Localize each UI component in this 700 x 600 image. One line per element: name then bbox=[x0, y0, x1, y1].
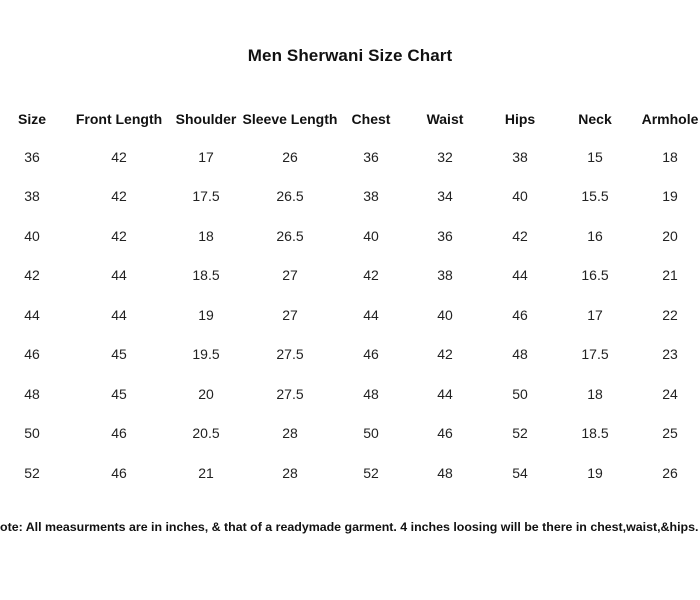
cell-neck: 16 bbox=[587, 227, 603, 244]
cell-chest: 46 bbox=[363, 346, 379, 363]
cell-hips: 42 bbox=[512, 227, 528, 244]
cell-front-length: 45 bbox=[111, 346, 127, 363]
table-row bbox=[0, 295, 700, 335]
table-row bbox=[0, 414, 700, 454]
size-table bbox=[0, 101, 700, 493]
cell-waist: 32 bbox=[437, 148, 453, 165]
column-header-neck: Neck bbox=[578, 111, 612, 127]
cell-waist: 42 bbox=[437, 346, 453, 363]
cell-front-length: 42 bbox=[111, 148, 127, 165]
cell-chest: 38 bbox=[363, 188, 379, 205]
cell-hips: 38 bbox=[512, 148, 528, 165]
cell-armhole: 22 bbox=[662, 306, 678, 323]
cell-hips: 52 bbox=[512, 425, 528, 442]
cell-neck: 17.5 bbox=[581, 346, 609, 363]
cell-waist: 46 bbox=[437, 425, 453, 442]
table-row bbox=[0, 137, 700, 177]
cell-hips: 48 bbox=[512, 346, 528, 363]
cell-size: 52 bbox=[24, 464, 40, 481]
cell-front-length: 42 bbox=[111, 227, 127, 244]
cell-front-length: 46 bbox=[111, 464, 127, 481]
cell-chest: 36 bbox=[363, 148, 379, 165]
cell-sleeve-length: 26.5 bbox=[276, 188, 304, 205]
cell-waist: 34 bbox=[437, 188, 453, 205]
cell-neck: 19 bbox=[587, 464, 603, 481]
cell-shoulder: 18.5 bbox=[192, 267, 220, 284]
cell-front-length: 44 bbox=[111, 306, 127, 323]
cell-neck: 18.5 bbox=[581, 425, 609, 442]
cell-sleeve-length: 26.5 bbox=[276, 227, 304, 244]
cell-armhole: 24 bbox=[662, 385, 678, 402]
cell-hips: 40 bbox=[512, 188, 528, 205]
cell-chest: 48 bbox=[363, 385, 379, 402]
cell-neck: 18 bbox=[587, 385, 603, 402]
cell-shoulder: 17 bbox=[198, 148, 214, 165]
column-header-chest: Chest bbox=[351, 111, 391, 127]
column-header-armhole: Armhole bbox=[641, 111, 699, 127]
cell-front-length: 45 bbox=[111, 385, 127, 402]
cell-size: 36 bbox=[24, 148, 40, 165]
column-header-size: Size bbox=[17, 111, 46, 127]
cell-armhole: 21 bbox=[662, 267, 678, 284]
cell-shoulder: 19 bbox=[198, 306, 214, 323]
cell-sleeve-length: 27.5 bbox=[276, 346, 304, 363]
cell-sleeve-length: 28 bbox=[282, 425, 298, 442]
cell-front-length: 46 bbox=[111, 425, 127, 442]
cell-chest: 52 bbox=[363, 464, 379, 481]
column-header-front-length: Front Length bbox=[75, 111, 163, 127]
cell-armhole: 19 bbox=[662, 188, 678, 205]
cell-sleeve-length: 27 bbox=[282, 267, 298, 284]
cell-size: 50 bbox=[24, 425, 40, 442]
cell-size: 40 bbox=[24, 227, 40, 244]
cell-shoulder: 21 bbox=[198, 464, 214, 481]
cell-shoulder: 20.5 bbox=[192, 425, 220, 442]
footnote: ote: All measurments are in inches, & that of a readymade garment. 4 inches loosing will be there in chest,waist,&hips. bbox=[0, 520, 699, 534]
column-header-hips: Hips bbox=[504, 111, 536, 127]
cell-front-length: 42 bbox=[111, 188, 127, 205]
cell-waist: 36 bbox=[437, 227, 453, 244]
cell-waist: 40 bbox=[437, 306, 453, 323]
table-row bbox=[0, 256, 700, 296]
cell-sleeve-length: 28 bbox=[282, 464, 298, 481]
cell-neck: 17 bbox=[587, 306, 603, 323]
cell-neck: 16.5 bbox=[581, 267, 609, 284]
table-row bbox=[0, 177, 700, 217]
cell-sleeve-length: 26 bbox=[282, 148, 298, 165]
cell-armhole: 18 bbox=[662, 148, 678, 165]
cell-chest: 40 bbox=[363, 227, 379, 244]
column-header-waist: Waist bbox=[426, 111, 464, 127]
cell-armhole: 25 bbox=[662, 425, 678, 442]
header-row bbox=[0, 101, 700, 137]
table-row bbox=[0, 453, 700, 493]
cell-size: 46 bbox=[24, 346, 40, 363]
cell-shoulder: 20 bbox=[198, 385, 214, 402]
cell-size: 48 bbox=[24, 385, 40, 402]
cell-waist: 44 bbox=[437, 385, 453, 402]
chart-title: Men Sherwani Size Chart bbox=[247, 46, 453, 65]
cell-shoulder: 19.5 bbox=[192, 346, 220, 363]
cell-neck: 15 bbox=[587, 148, 603, 165]
cell-sleeve-length: 27 bbox=[282, 306, 298, 323]
cell-waist: 38 bbox=[437, 267, 453, 284]
cell-armhole: 26 bbox=[662, 464, 678, 481]
cell-sleeve-length: 27.5 bbox=[276, 385, 304, 402]
cell-armhole: 23 bbox=[662, 346, 678, 363]
cell-neck: 15.5 bbox=[581, 188, 609, 205]
cell-chest: 44 bbox=[363, 306, 379, 323]
cell-waist: 48 bbox=[437, 464, 453, 481]
table-row bbox=[0, 335, 700, 375]
cell-size: 42 bbox=[24, 267, 40, 284]
cell-hips: 44 bbox=[512, 267, 528, 284]
cell-hips: 54 bbox=[512, 464, 528, 481]
cell-shoulder: 17.5 bbox=[192, 188, 220, 205]
cell-hips: 50 bbox=[512, 385, 528, 402]
cell-armhole: 20 bbox=[662, 227, 678, 244]
cell-chest: 50 bbox=[363, 425, 379, 442]
cell-front-length: 44 bbox=[111, 267, 127, 284]
cell-hips: 46 bbox=[512, 306, 528, 323]
column-header-sleeve-length: Sleeve Length bbox=[242, 111, 338, 127]
table-row bbox=[0, 216, 700, 256]
table-row bbox=[0, 374, 700, 414]
cell-chest: 42 bbox=[363, 267, 379, 284]
column-header-shoulder: Shoulder bbox=[175, 111, 237, 127]
cell-size: 38 bbox=[24, 188, 40, 205]
cell-size: 44 bbox=[24, 306, 40, 323]
cell-shoulder: 18 bbox=[198, 227, 214, 244]
